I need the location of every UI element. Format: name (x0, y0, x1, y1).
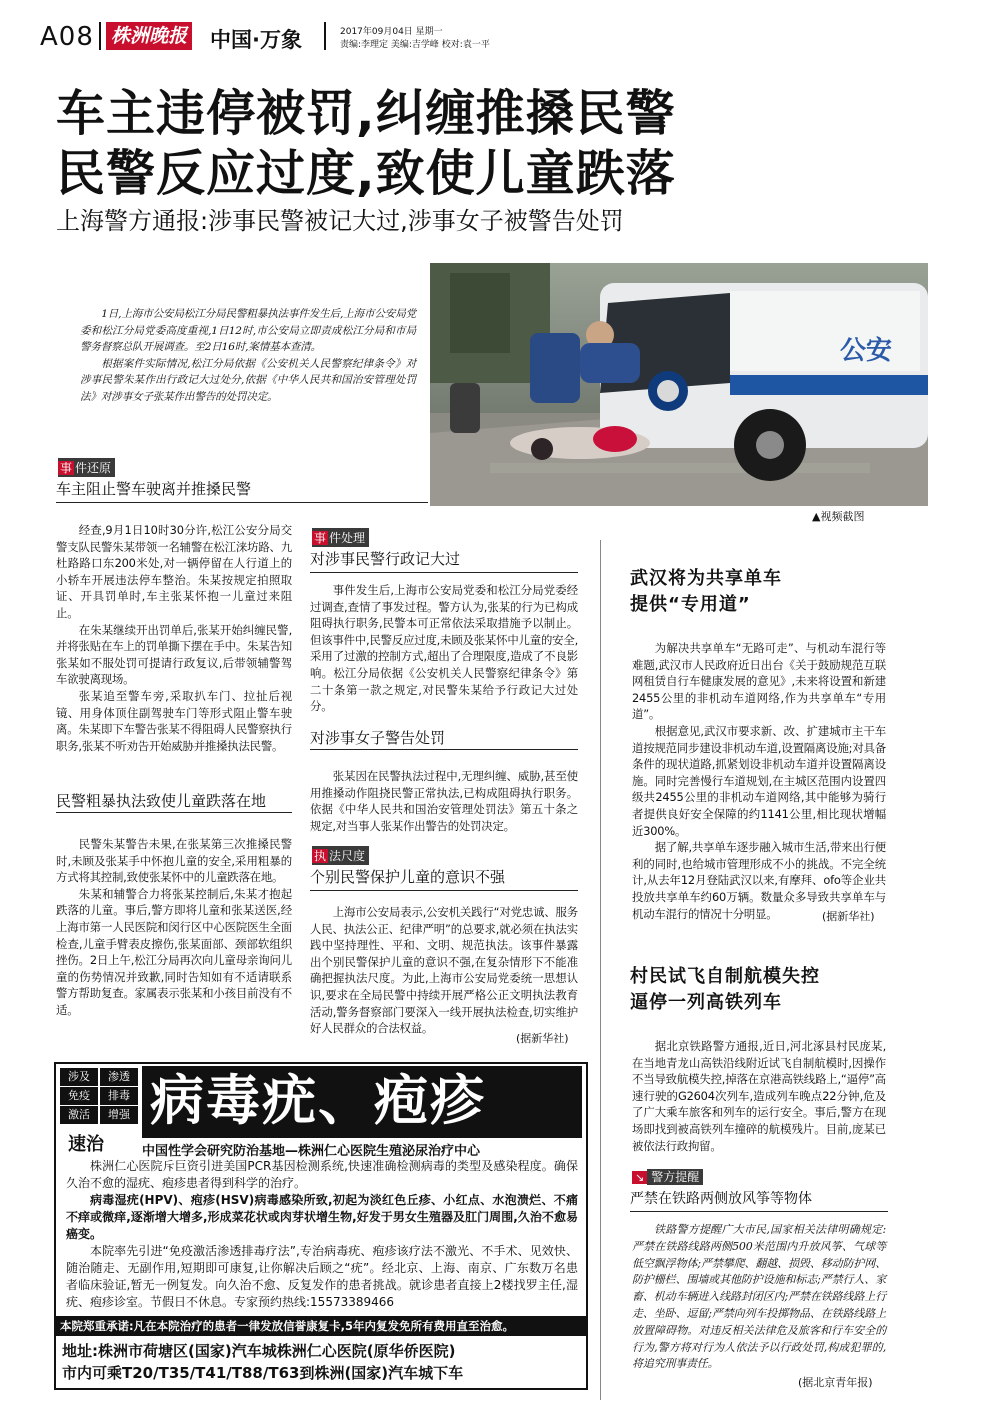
section-rule-4 (310, 749, 578, 750)
sec4-p1: 张某因在民警执法过程中,无理纠缠、威胁,甚至使用推搡动作阻挠民警正常执法,已构成阻碍执行职务。依据《中华人民共和国治安管理处罚法》第五十条之规定,对当事人张某作出警告的处罚决定。 (310, 769, 578, 833)
ad-title-box (142, 1066, 582, 1138)
section-name: 中国·万象 (210, 28, 302, 52)
side2-p1: 据北京铁路警方通报,近日,河北涿县村民庞某,在当地青龙山高铁沿线附近试飞自制航模时,因操作不当导致航模失控,掉落在京港高铁线路上,“逼停”高速行驶的G2604次列车,造成列车晚点22分钟,危及了广大乘车旅客和列车的运行安全。事后,警方在现场即找到被高铁列车撞碎的航模残片。目前,庞某已被依法行政拘留。 (632, 1039, 886, 1153)
section-title-woman-penalty: 对涉事女子警告处罚 (310, 729, 446, 747)
side2-tip-title: 严禁在铁路两侧放风筝等物体 (630, 1191, 812, 1207)
ad-p3: 本院率先引进“免疫激活渗透排毒疗法”,专治病毒疣、疱疹该疗法不激光、不手术、见效快、随治随走、无副作用,短期即可康复,让你解决后顾之“疣”。经北京、上海、南京、广东数万名患者临床验证,暂无一例复发。向久治不愈、反复发作的患者挑战。就诊患者直接上2楼找罗主任,湿疣、疱疹诊室。节假日不休息。专家预约热线:15573389466 (66, 1244, 578, 1309)
main-story-source: (据新华社) (516, 1032, 569, 1045)
section-label-scale (312, 846, 369, 865)
side2-tip-rule (630, 1211, 888, 1212)
ad-badge: 涉及 (60, 1068, 98, 1086)
sec2-p1: 民警朱某警告未果,在张某第三次推搡民警时,未顾及张某手中怀抱儿童的安全,采用粗暴的方式将其控制,致使张某怀中的儿童跌落在地。 (56, 837, 292, 885)
paper-logo: 株洲晚报 (106, 22, 192, 50)
side2-tip-label (632, 1166, 703, 1185)
side2-source: (据北京青年报) (798, 1376, 873, 1389)
section-label-rest: 件还原 (75, 461, 112, 475)
ad-org-line: 中国性学会研究防治基地—株洲仁心医院生殖泌尿治疗中心 (142, 1144, 481, 1159)
sec1-p3: 张某追至警车旁,采取扒车门、拉扯后视镜、用身体顶住副驾驶车门等形式阻止警车驶离。朱某即下车警告张某不得阻碍人民警察执行职务,张某不听劝告开始威胁并推搡执法民警。 (56, 688, 292, 753)
editors-line: 责编:李理定 美编:吉学峰 校对:袁一平 (340, 40, 490, 50)
ad-promise: 本院郑重承诺:凡在本院治疗的患者一律发放信誉康复卡,5年内复发免所有费用直至治愈。 (56, 1316, 586, 1336)
section-title-event: 车主阻止警车驶离并推搡民警 (56, 480, 252, 498)
news-photo (430, 263, 928, 506)
lead-paragraph (80, 306, 416, 405)
column-middle-bottom (310, 904, 578, 1037)
ad-badge: 排毒 (100, 1087, 138, 1105)
section-rule-3 (310, 572, 578, 573)
page-number: A08 (40, 22, 94, 52)
ad-body (66, 1158, 578, 1311)
photo-illustration (430, 263, 928, 506)
side1-body (632, 640, 886, 922)
section-title-police-penalty: 对涉事民警行政记大过 (310, 550, 461, 568)
side1-head-1: 武汉将为共享单车 (630, 568, 782, 589)
section-label-first-char: 执 (314, 849, 327, 863)
sec2-p2: 朱某和辅警合力将张某控制后,朱某才抱起跌落的儿童。事后,警方即将儿童和张某送医,经上海市第一人民医院和闵行区中心医院医生全面检查,儿童手臂表皮擦伤,张某面部、颈部软组织挫伤。2日上午,松江分局再次向儿童母亲询问儿童的伤势情况并致歉,同时告知如有不适请联系警方帮助复查。家属表示张某和小孩目前没有不适。 (56, 886, 292, 1017)
column-middle-mid (310, 768, 578, 834)
column-left-bottom (56, 836, 292, 1019)
sec1-p2: 在朱某继续开出罚单后,张某开始纠缠民警,并将张贴在车上的罚单撕下摆在手中。朱某告知张某如不服处罚可提请行政复议,后带领辅警驾车欲驶离现场。 (56, 622, 292, 687)
arrow-icon: ↘ (632, 1171, 647, 1184)
ad-left-label: 速治 (68, 1134, 104, 1155)
section-title-rough: 民警粗暴执法致使儿童跌落在地 (56, 792, 267, 810)
side2-head-2: 逼停一列高铁列车 (630, 992, 782, 1013)
ad-bus: 市内可乘T20/T35/T41/T88/T63到株洲(国家)汽车城下车 (62, 1364, 464, 1382)
sec5-p1: 上海市公安局表示,公安机关践行“对党忠诚、服务人民、执法公正、纪律严明”的总要求,就必须在执法实践中坚持理性、平和、文明、规范执法。该事件暴露出个别民警保护儿童的意识不强,在复杂情形下不能准确把握执法尺度。为此,上海市公安局党委统一思想认识,要求在全局民警中持续开展严格公正文明执法教育活动,警务督察部门要深入一线开展执法检查,切实维护好人民群众的合法权益。 (310, 905, 578, 1036)
section-label-rest: 法尺度 (329, 849, 366, 863)
side1-p3: 据了解,共享单车逐步融入城市生活,带来出行便利的同时,也给城市管理形成不小的挑战。不完全统计,从去年12月登陆武汉以来,有摩拜、ofo等企业共投放共享单车约60万辆。数量众多导致共享单车与机动车混行的情况十分明显。 (632, 840, 886, 921)
photo-car-label: 公安 (840, 336, 893, 366)
ad-badge: 增强 (100, 1106, 138, 1124)
side1-p1: 为解决共享单车“无路可走”、与机动车混行等难题,武汉市人民政府近日出台《关于鼓励规范互联网租赁自行车健康发展的意见》,未来将设置和新建2455公里的非机动车道网络,作为共享单车“专用道”。 (632, 641, 886, 722)
ad-p2: 病毒湿疣(HPV)、疱疹(HSV)病毒感染所致,初起为淡红色丘疹、小红点、水泡溃烂、不痛不痒或微痒,逐渐增大增多,形成菜花状或肉芽状增生物,好发于男女生殖器及肛门周围,久治不愈易癌变。 (66, 1193, 578, 1241)
sec1-p1: 经查,9月1日10时30分许,松江公安分局交警支队民警朱某带领一名辅警在松江涞坊路、九杜路路口东200米处,对一辆停留在人行道上的小轿车开展违法停车整治。朱某按规定拍照取证、开具罚单时,车主张某怀抱一儿童过来阻止。 (56, 523, 292, 620)
side2-tip-body (632, 1222, 886, 1373)
side1-source: (据新华社) (822, 910, 875, 923)
lead-p1: 1日,上海市公安局松江分局民警粗暴执法事件发生后,上海市公安局党委和松江分局党委高度重视,1日12时,市公安局立即责成松江分局和市局警务督察总队开展调查。至2日16时,案情基本查清。 (80, 308, 416, 353)
subheadline: 上海警方通报:涉事民警被记大过,涉事女子被警告处罚 (56, 207, 624, 235)
headline-line-1: 车主违停被罚,纠缠推搡民警 (56, 85, 676, 142)
ad-badge: 激活 (60, 1106, 98, 1124)
photo-caption: ▲视频截图 (812, 510, 865, 523)
page-header (0, 0, 985, 60)
section-rule-2 (56, 812, 292, 813)
sec3-p1: 事件发生后,上海市公安局党委和松江分局党委经过调查,查情了事发过程。警方认为,张某的行为已构成阻碍执行职务,民警本可正常依法采取措施予以制止。但该事件中,民警反应过度,未顾及张某怀中儿童的安全,采用了过激的控制方式,超出了合理限度,造成了不良影响。松江分局依据《公安机关人民警察纪律条令》第二十条第一款之规定,对民警朱某给予行政记大过处分。 (310, 583, 578, 714)
section-label-first-char: 事 (314, 531, 327, 545)
ad-badge: 免疫 (60, 1087, 98, 1105)
side2-body (632, 1038, 886, 1154)
side1-head-2: 提供“专用道” (630, 594, 751, 615)
ad-badge: 渗透 (100, 1068, 138, 1086)
side2-head-1: 村民试飞自制航模失控 (630, 966, 820, 987)
advertisement (54, 1062, 588, 1390)
section-label-handling (312, 528, 369, 547)
section-rule-5 (310, 890, 578, 891)
header-divider-1 (99, 22, 101, 50)
ad-p1: 株洲仁心医院斥巨资引进美国PCR基因检测系统,快速准确检测病毒的类型及感染程度。确保久治不愈的湿疣、疱疹患者得到科学的治疗。 (66, 1159, 578, 1190)
ad-address: 地址:株洲市荷塘区(国家)汽车城株洲仁心医院(原华侨医院) (62, 1342, 456, 1360)
column-middle-top (310, 582, 578, 715)
lead-p2: 根据案件实际情况,松江分局依据《公安机关人民警察纪律条令》对涉事民警朱某作出行政记大过处分,依据《中华人民共和国治安管理处罚法》对涉事女子张某作出警告的处罚决定。 (80, 357, 416, 403)
side1-p2: 根据意见,武汉市要求新、改、扩建城市主干车道按规范同步建设非机动车道,设置隔离设施;对具备条件的现状道路,抓紧划设非机动车道并设置隔离设施。同时完善慢行车道规划,在主城区范围内设置四级共2455公里的非机动车道网络,其中能够为骑行者提供良好安全保障的约1141公里,相比现状增幅近300%。 (632, 723, 886, 838)
section-label-event (58, 458, 115, 477)
section-rule-1 (56, 502, 428, 503)
ad-title: 病毒疣、疱疹 (150, 1069, 486, 1132)
ad-badges (60, 1068, 140, 1124)
section-title-awareness: 个别民警保护儿童的意识不强 (310, 868, 506, 886)
headline-line-2: 民警反应过度,致使儿童跌落 (56, 145, 676, 202)
column-divider (600, 540, 601, 1400)
column-left-top (56, 522, 292, 754)
section-label-rest: 件处理 (329, 531, 366, 545)
section-label-first-char: 事 (60, 461, 73, 475)
date-line: 2017年09月04日 星期一 (340, 27, 443, 37)
side2-tip-p1: 铁路警方提醒广大市民,国家相关法律明确规定:严禁在铁路线路两侧500米范围内升放风筝、气球等低空飘浮物体;严禁攀爬、翻越、损毁、移动防护网、防护栅栏、围墙或其他防护设施和标志;严禁行人、家畜、机动车辆进入线路封闭区内;严禁在铁路线路上行走、坐卧、逗留;严禁向列车投掷物品、在铁路线路上放置障碍物。对违反相关法律危及旅客和行车安全的行为,警方将对行为人依法予以行政处罚,构成犯罪的,将追究刑事责任。 (632, 1223, 886, 1371)
tip-label-text: 警方提醒 (647, 1169, 703, 1185)
header-divider-2 (324, 22, 326, 50)
